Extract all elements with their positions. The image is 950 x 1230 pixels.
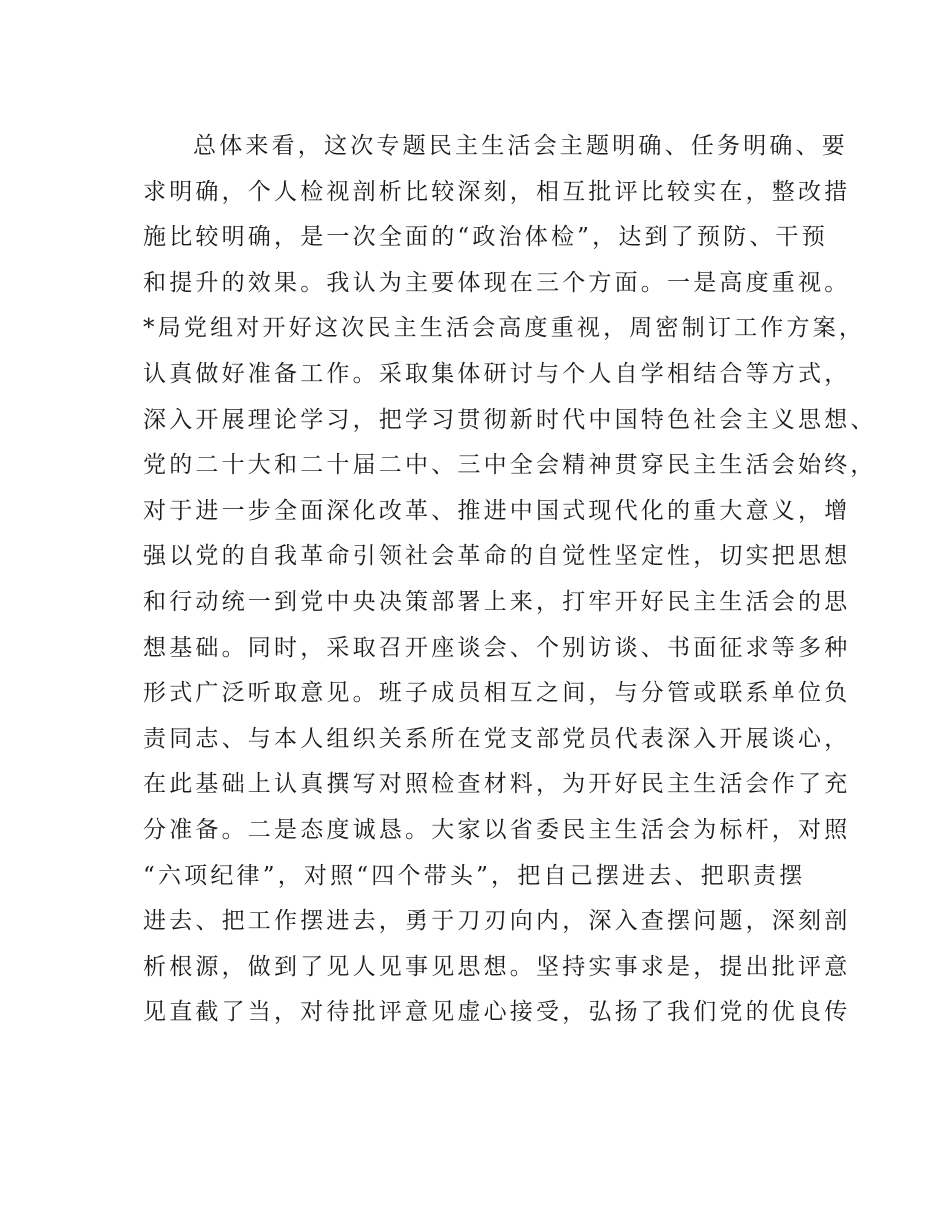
text-line: *局党组对开好这次民主生活会高度重视，周密制订工作方案， (143, 315, 866, 342)
text-line: 总体来看，这次专题民主生活会主题明确、任务明确、要 (193, 133, 848, 159)
text-line: 分准备。二是态度诚恳。大家以省委民主生活会为标杆，对照 (143, 816, 851, 843)
text-line: 深入开展理论学习，把学习贯彻新时代中国特色社会主义思想、 (143, 406, 877, 433)
body-paragraph (143, 124, 877, 1036)
text-line: 对于进一步全面深化改革、推进中国式现代化的重大意义，增 (143, 497, 851, 524)
text-line: 想基础。同时，采取召开座谈会、个别访谈、书面征求等多种 (143, 634, 851, 661)
text-line: 强以党的自我革命引领社会革命的自觉性坚定性，切实把思想 (143, 543, 851, 570)
text-line: 在此基础上认真撰写对照检查材料，为开好民主生活会作了充 (143, 771, 851, 798)
text-line: 和行动统一到党中央决策部署上来，打牢开好民主生活会的思 (143, 588, 851, 615)
text-line: 认真做好准备工作。采取集体研讨与个人自学相结合等方式， (143, 360, 851, 387)
text-line: 和提升的效果。我认为主要体现在三个方面。一是高度重视。 (143, 269, 851, 296)
text-line: “六项纪律”，对照“四个带头”，把自己摆进去、把职责摆 (143, 862, 806, 889)
text-line: 析根源，做到了见人见事见思想。坚持实事求是，提出批评意 (143, 953, 851, 980)
text-line: 见直截了当，对待批评意见虚心接受，弘扬了我们党的优良传 (143, 999, 851, 1026)
text-line: 党的二十大和二十届二中、三中全会精神贯穿民主生活会始终， (143, 452, 877, 479)
text-line: 求明确，个人检视剖析比较深刻，相互批评比较实在，整改措 (143, 178, 851, 205)
text-line: 责同志、与本人组织关系所在党支部党员代表深入开展谈心， (143, 725, 851, 752)
text-line: 施比较明确，是一次全面的“政治体检”，达到了预防、干预 (143, 224, 828, 251)
text-line: 进去、把工作摆进去，勇于刀刃向内，深入查摆问题，深刻剖 (143, 908, 851, 935)
text-line: 形式广泛听取意见。班子成员相互之间，与分管或联系单位负 (143, 680, 851, 707)
